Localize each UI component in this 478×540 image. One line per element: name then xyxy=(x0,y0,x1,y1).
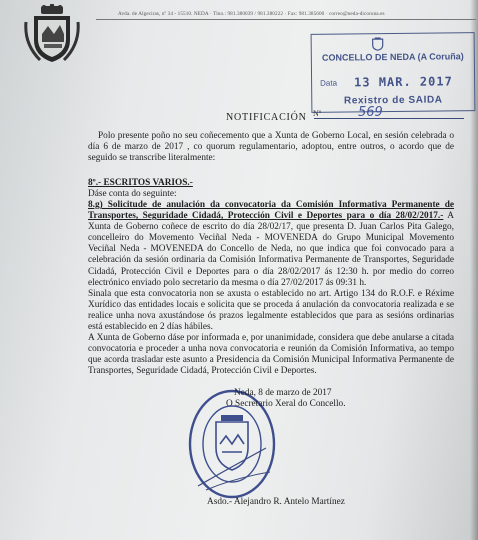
signature-role: O Secretario Xeral do Concello. xyxy=(226,399,346,409)
stamp-crest-icon xyxy=(371,37,385,51)
section-intro: Dáse conta do seguinte: xyxy=(88,189,177,200)
stamp-date: 13 MAR. 2017 xyxy=(354,74,453,90)
notification-number: 569 xyxy=(358,105,383,120)
document-body xyxy=(88,131,454,377)
section-heading: 8º.- ESCRITOS VARIOS.- xyxy=(88,178,193,189)
item-paragraph xyxy=(88,200,454,288)
notification-number-prefix: Nº xyxy=(313,109,322,118)
stamp-organization: CONCELLO DE NEDA (A Coruña) xyxy=(321,51,464,63)
letterhead-address: Avda. de Algeciras, nº 34 - 15510. NEDA · Tlno.: 981.380039 / 981.380222 · Fax: 981.385600 · correo@neda-dicoruna.es xyxy=(118,11,385,17)
signature-name: Asdo.- Alejandro R. Antelo Martínez xyxy=(207,497,345,507)
stamp-registry: Rexistro de SAIDA xyxy=(343,94,443,107)
notification-underline xyxy=(314,118,464,119)
paragraph-2: Sinala que esta convocatoria non se axusta o establecido no art. Artigo 134 do R.O.F. e Réxime Xurídico das entidades locais e solicita que se proceda á anulación da convocatoria realizada e se realice unha nova axustándose ós prazos legalmente establecidos que para as sesións ordinarias está establecido en 2 días hábiles. xyxy=(88,288,454,332)
notification-label: NOTIFICACIÓN xyxy=(226,112,307,123)
intro-paragraph: Polo presente poño no seu coñecemento que a Xunta de Goberno Local, en sesión celebrada o día 6 de marzo de 2017 , co quorum regulamentario, adoptou, entre outros, o acordo que de seguido se transcribe literalmente: xyxy=(88,131,454,164)
stamp-date-label: Data xyxy=(320,78,338,88)
registry-stamp xyxy=(311,32,476,113)
signature-place-date: Neda, 8 de marzo de 2017 xyxy=(234,388,332,398)
item-title: 8.g) Solicitude de anulación da convocatoria da Comisión Informativa Permanente de Transportes, Seguridade Cidadá, Protección Civil e Deportes para o día 28/02/2017.- xyxy=(88,200,454,222)
paragraph-3: A Xunta de Goberno dáse por informada e, por unanimidade, considera que debe anularse a citada convocatoria e proceder a unha nova convocatoria e reunión da Comisión Informativa, ao tempo que acorda trasladar este asunto a Presidencia da Comisión Municipal Informativa Permanente de Transportes, Seguridade Cidadá, Protección Civil e Deportes. xyxy=(88,332,454,376)
letterhead-divider xyxy=(96,19,476,20)
item-text: A Xunta de Goberno coñece de escrito do día 28/02/17, que presenta D. Juan Carlos Pita Galego, concelleiro do Movemento Veciñal Neda - MOVENEDA do Grupo Municipal Movemento Veciñal Neda - MOVENEDA do Concello de Neda, no que indica que foi convocado para a celebración da sesión ordinaria da Comisión Informativa Permanente de Transportes, Seguridade Cidadá, Protección Civil e Deportes para o día 28/02/2017 ás 12:30 h. por medio do correo electrónico enviado polo secretario da mesma o día 27/02/2017 ás 09:31 h. xyxy=(88,211,455,288)
municipal-crest-logo xyxy=(24,4,80,66)
